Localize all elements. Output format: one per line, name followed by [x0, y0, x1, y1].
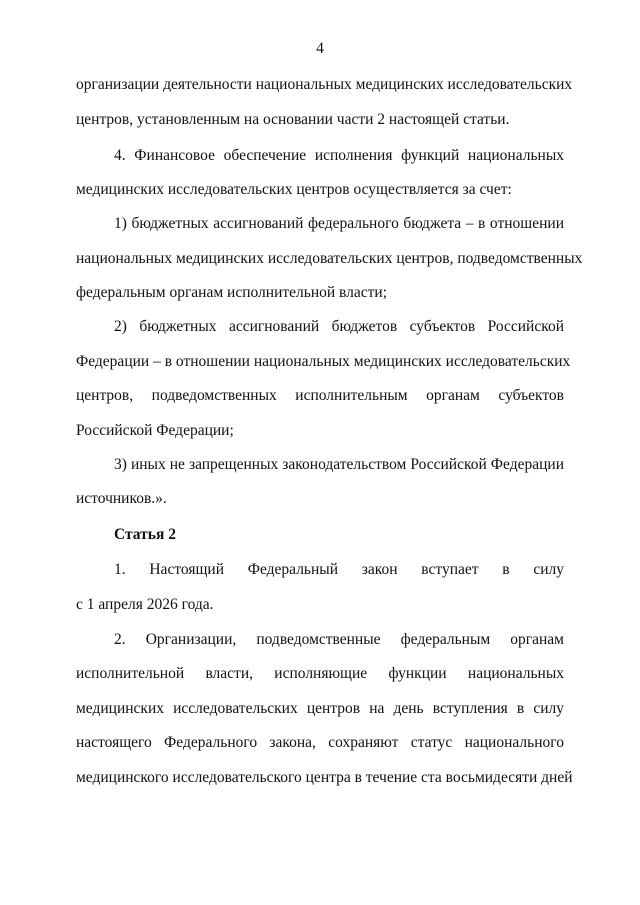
text-line: 1. Настоящий Федеральный закон вступает в силу — [114, 561, 564, 578]
text-line: организации деятельности национальных медицинских исследовательских — [76, 76, 573, 93]
text-line: центров, установленным на основании части 2 настоящей статьи. — [76, 111, 510, 128]
text-line: 1) бюджетных ассигнований федерального бюджета – в отношении — [114, 215, 564, 232]
text-line: источников.». — [76, 490, 167, 507]
text-line: медицинского исследовательского центра в течение ста восьмидесяти дней — [76, 769, 573, 786]
text-line: настоящего Федерального закона, сохраняют статус национального — [76, 734, 564, 751]
text-line: исполнительной власти, исполняющие функции национальных — [76, 665, 564, 682]
text-line: федеральным органам исполнительной власти; — [76, 284, 388, 301]
text-line: 3) иных не запрещенных законодательством Российской Федерации — [114, 456, 564, 473]
text-line: 2) бюджетных ассигнований бюджетов субъектов Российской — [114, 318, 564, 335]
text-line: Федерации – в отношении национальных медицинских исследовательских — [76, 353, 571, 370]
text-line: с 1 апреля 2026 года. — [76, 596, 214, 613]
article-heading: Статья 2 — [114, 526, 176, 543]
text-line: медицинских исследовательских центров на день вступления в силу — [76, 700, 564, 717]
text-line: медицинских исследовательских центров осуществляется за счет: — [76, 181, 512, 198]
text-line: Российской Федерации; — [76, 422, 234, 439]
text-line: 2. Организации, подведомственные федеральным органам — [114, 631, 564, 648]
text-line: центров, подведомственных исполнительным органам субъектов — [76, 387, 564, 404]
text-line: 4. Финансовое обеспечение исполнения функций национальных — [114, 147, 564, 164]
page-number: 4 — [316, 40, 324, 57]
text-line: национальных медицинских исследовательских центров, подведомственных — [76, 250, 583, 267]
